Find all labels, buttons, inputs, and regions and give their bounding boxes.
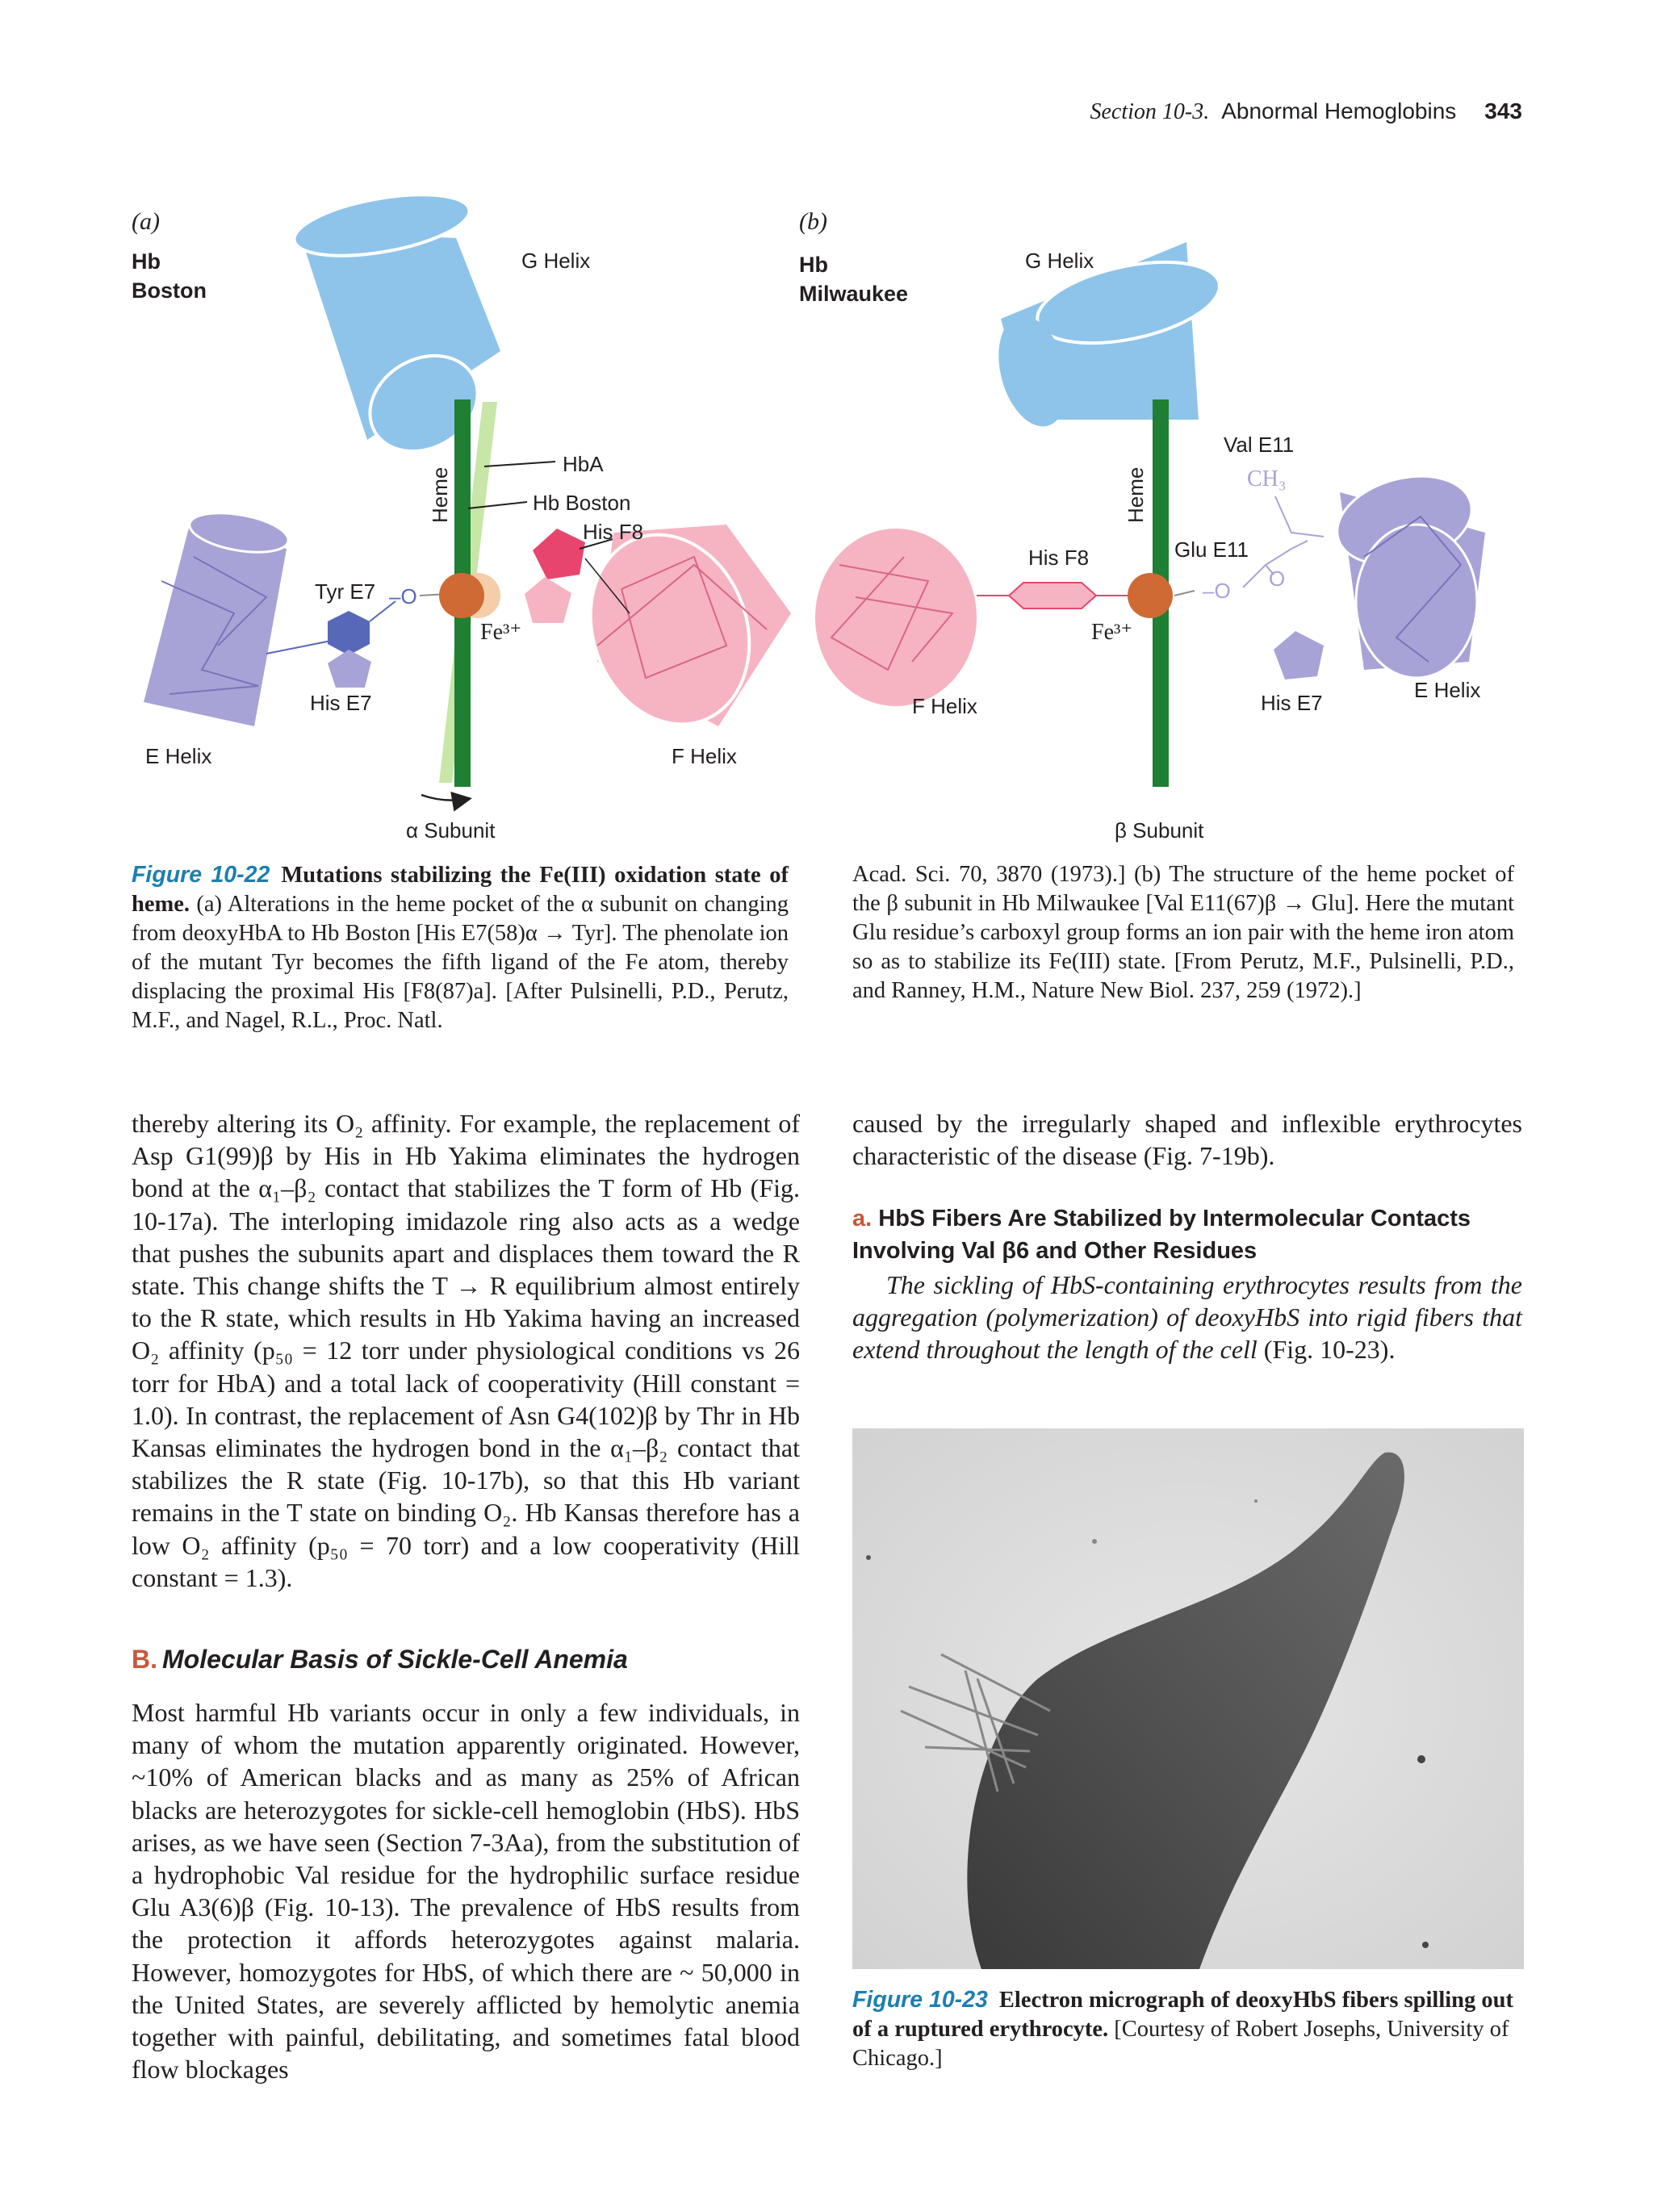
shift-arrow	[421, 795, 468, 801]
panel-a-his-e7-label: His E7	[310, 691, 372, 715]
his-e7-pentagon-b	[1274, 631, 1324, 679]
panel-b-o-label: O	[1269, 567, 1286, 591]
panel-b-his-e7-label: His E7	[1261, 691, 1323, 715]
panel-b-variant-line1: Hb	[799, 253, 828, 277]
panel-a-f-helix-label: F Helix	[672, 744, 737, 768]
panel-a-e-helix-label: E Helix	[145, 744, 212, 768]
figure-10-22-caption-col1	[132, 860, 789, 1035]
body-left-para2: Most harmful Hb variants occur in only a few individuals, in many of whom the mutation apparently originated. However, ~10% of American blacks and as many as 25% of African blacks are heterozygotes for sickle-cell hemoglobin (HbS). HbS arises, as we have seen (Section 7-3Aa), from the substitution of a hydrophobic Val residue for the hydrophilic surface residue Glu A3(6)β (Fig. 10-13). The prevalence of HbS results from the protection it affords heterozygotes against malaria. However, homozygotes for HbS, of which there are ~ 50,000 in the United States, are severely afflicted by hemolytic anemia together with painful, debilitating, and sometimes fatal blood flow blockages	[132, 1698, 800, 2084]
panel-b-letter: (b)	[799, 208, 827, 235]
panel-b-heme-label: Heme	[1124, 466, 1148, 523]
panel-a-hba-label: HbA	[563, 452, 604, 476]
panel-a-letter: (a)	[132, 208, 160, 235]
panel-b-ch3-label: CH₃	[1247, 466, 1287, 491]
val-e11-chain	[1275, 496, 1324, 537]
body-right-para2	[852, 1269, 1522, 1366]
figure-10-23-credit: [Courtesy of Robert Josephs, University of Chicago.]	[852, 2017, 1509, 2071]
panel-b-e-helix-label: E Helix	[1414, 678, 1481, 702]
his-f8-pentagon-boston	[525, 577, 571, 623]
panel-a-fe-atom	[439, 573, 484, 618]
panel-a-f-helix-cylinder	[565, 512, 791, 747]
subsection-a-letter: a.	[852, 1206, 873, 1231]
panel-b-his-f8-hexagon	[1009, 583, 1096, 608]
page-number: 343	[1484, 98, 1522, 123]
section-b-heading	[132, 1645, 628, 1675]
figure-10-23-caption	[852, 1985, 1522, 2073]
panel-b-fe3-label: Fe³⁺	[1091, 620, 1133, 645]
body-left-para1: thereby altering its O₂ affinity. For example, the replacement of Asp G1(99)β by His in Hb Yakima eliminates the hydrogen bond at the α₁–β₂ contact that stabilizes the T form of Hb (Fig. 10-17a). The interloping imidazole ring also acts as a wedge that pushes the subunits apart and displaces them toward the R state. This change shifts the T → R equilibrium almost entirely to the R state, which results in Hb Yakima having an increased O₂ affinity (p₅₀ = 12 torr under physiological conditions vs 26 torr for HbA) and a total lack of cooperativity (Hill constant = 1.0). In contrast, the replacement of Asn G4(102)β by Thr in Hb Kansas eliminates the hydrogen bond in the α₁–β₂ contact that stabilizes the R state (Fig. 10-17b), so that this Hb variant remains in the T state on binding O₂. Hb Kansas therefore has a low O₂ affinity (p₅₀ = 70 torr) and a low cooperativity (Hill constant = 1.3).	[132, 1109, 800, 1592]
his-e7-pentagon-a	[328, 650, 371, 688]
figure-10-22-label: Figure 10-22	[132, 862, 270, 888]
panel-b-val-e11-label: Val E11	[1224, 433, 1295, 457]
panel-b-subunit-label: β Subunit	[1115, 818, 1204, 843]
panel-a-subunit-label: α Subunit	[406, 818, 496, 843]
panel-a-variant-name	[132, 247, 207, 305]
panel-b-variant-line2: Milwaukee	[799, 282, 909, 306]
his-f8-pentagon-hba	[533, 529, 585, 579]
panel-a-hb-boston-label: Hb Boston	[533, 491, 631, 515]
figure-10-22-title: Mutations stabilizing the Fe(III) oxidation state of heme.	[132, 863, 789, 917]
panel-b-f-helix-label: F Helix	[912, 694, 977, 718]
running-head-title: Abnormal Hemoglobins	[1221, 98, 1457, 123]
panel-a-his-f8-label: His F8	[583, 520, 644, 544]
subsection-a-heading	[852, 1202, 1522, 1267]
tyr-e7-hexagon	[328, 611, 370, 655]
figure-10-23-title: Electron micrograph of deoxyHbS fibers spilling out of a ruptured erythrocyte.	[852, 1988, 1513, 2042]
figure-10-23-label: Figure 10-23	[852, 1987, 988, 2013]
section-b-letter: B.	[132, 1645, 157, 1674]
section-b-title: Molecular Basis of Sickle-Cell Anemia	[162, 1645, 628, 1674]
panel-b-glu-e11-label: Glu E11	[1174, 537, 1249, 562]
body-right-para1: caused by the irregularly shaped and inflexible erythrocytes characteristic of the disease (Fig. 7-19b).	[852, 1109, 1522, 1171]
glu-fe-bond	[1174, 591, 1195, 596]
figure-10-22-caption-col2: Acad. Sci. 70, 3870 (1973).] (b) The structure of the heme pocket of the β subunit in Hb Milwaukee [Val E11(67)β → Glu]. Here the mutant Glu residue’s carboxyl group forms an ion pair with the heme iron atom so as to stabilize its Fe(III) state. [From Perutz, M.F., Pulsinelli, P.D., and Ranney, H.M., Nature New Biol. 237, 259 (1972).]	[852, 862, 1514, 1003]
figure-10-23-micrograph	[852, 1428, 1524, 1969]
panel-a-tyr-e7-label: Tyr E7	[315, 579, 376, 604]
body-right-para2-italic: The sickling of HbS-containing erythrocytes results from the aggregation (polymerization) of deoxyHbS into rigid fibers that extend throughout the length of the cell	[852, 1270, 1522, 1365]
panel-b-variant-name	[799, 250, 908, 308]
panel-a-o-minus-label: –O	[389, 584, 417, 608]
panel-b-o-minus-label: –O	[1203, 579, 1231, 603]
panel-a-g-helix-label: G Helix	[521, 249, 591, 273]
panel-b-g-helix-label: G Helix	[1025, 249, 1094, 273]
figure-10-22-drawing	[0, 0, 1653, 855]
panel-a-variant-line2: Boston	[132, 278, 207, 303]
panel-a-variant-line1: Hb	[132, 249, 161, 274]
subsection-a-title: HbS Fibers Are Stabilized by Intermolecular Contacts Involving Val β6 and Other Residues	[852, 1206, 1471, 1264]
panel-b-e-helix-cylinder	[1327, 462, 1485, 678]
running-head-section: Section 10-3.	[1090, 99, 1210, 124]
panel-a-fe3-label: Fe³⁺	[480, 620, 522, 645]
panel-a-e-helix-cylinder	[144, 507, 291, 726]
panel-a-heme-label: Heme	[428, 466, 452, 523]
panel-b-his-f8-label: His F8	[1028, 546, 1090, 570]
panel-b-g-helix-cone	[987, 242, 1227, 434]
hba-leader	[484, 462, 555, 466]
body-right-para2-ref: (Fig. 10-23).	[1263, 1335, 1396, 1365]
figure-10-22-caption-text: (a) Alterations in the heme pocket of the α subunit on changing from deoxyHbA to Hb Boston [His E7(58)α → Tyr]. The phenolate ion of the mutant Tyr becomes the fifth ligand of the Fe atom, thereby displacing the proximal His [F8(87)a]. [After Pulsinelli, P.D., Perutz, M.F., and Nagel, R.L., Proc. Natl.	[132, 892, 789, 1033]
panel-b-f-helix-cylinder	[815, 529, 977, 706]
panel-b-fe-atom	[1128, 573, 1173, 618]
